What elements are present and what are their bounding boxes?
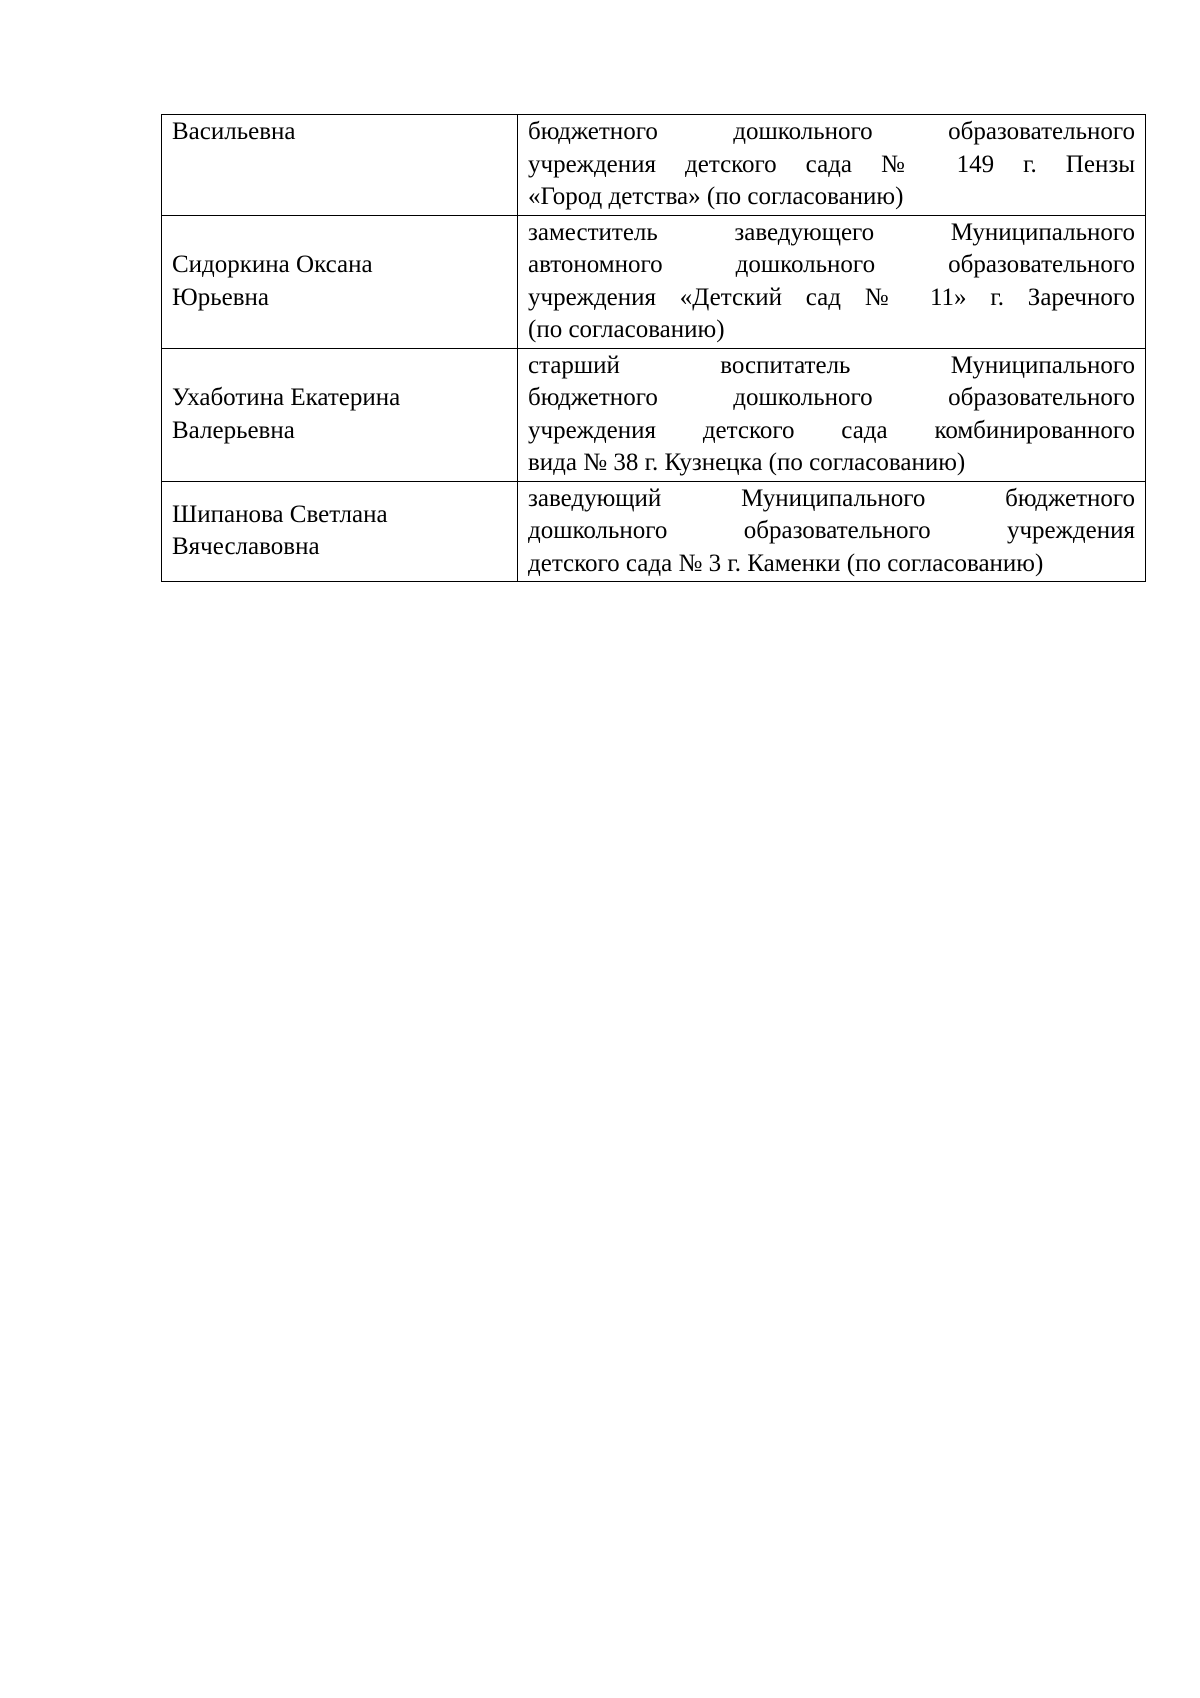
member-role-cell bbox=[518, 115, 1146, 216]
member-role-line: вида № 38 г. Кузнецка (по согласованию) bbox=[528, 449, 966, 476]
member-name-line: Васильевна bbox=[172, 118, 296, 145]
member-name-line: Юрьевна bbox=[172, 283, 269, 311]
member-role-line: учреждения детского сада № 149 г. Пензы bbox=[528, 150, 1135, 178]
member-role-line: заведующий Муниципального бюджетного bbox=[528, 484, 1135, 512]
member-role-line: дошкольного образовательного учреждения bbox=[528, 517, 1135, 544]
member-name-line: Шипанова Светлана bbox=[172, 500, 388, 528]
member-role-line: старший воспитатель Муниципального bbox=[528, 351, 1135, 379]
member-role-line: бюджетного дошкольного образовательного bbox=[528, 384, 1135, 411]
member-role-line: «Город детства» (по согласованию) bbox=[528, 183, 904, 210]
member-role-line: автономного дошкольного образовательного bbox=[528, 251, 1135, 278]
member-name-cell bbox=[162, 481, 518, 582]
member-role-line: (по согласованию) bbox=[528, 316, 725, 343]
member-name-cell bbox=[162, 348, 518, 481]
committee-members-table bbox=[161, 114, 1146, 582]
table-row bbox=[162, 348, 1146, 481]
member-name-line: Вячеславовна bbox=[172, 533, 320, 561]
member-role-line: заместитель заведующего Муниципального bbox=[528, 218, 1135, 246]
table-row bbox=[162, 481, 1146, 582]
member-role-line: детского сада № 3 г. Каменки (по согласованию) bbox=[528, 549, 1044, 577]
member-name-line: Валерьевна bbox=[172, 416, 295, 444]
member-role-cell bbox=[518, 481, 1146, 582]
member-name-cell bbox=[162, 215, 518, 348]
member-name-line: Ухаботина Екатерина bbox=[172, 384, 401, 411]
member-role-line: учреждения «Детский сад № 11» г. Заречного bbox=[528, 283, 1135, 311]
member-role-cell bbox=[518, 348, 1146, 481]
table-row bbox=[162, 115, 1146, 216]
member-role-line: учреждения детского сада комбинированного bbox=[528, 416, 1135, 444]
table-row bbox=[162, 215, 1146, 348]
member-name-cell bbox=[162, 115, 518, 216]
member-role-cell bbox=[518, 215, 1146, 348]
member-name-line: Сидоркина Оксана bbox=[172, 251, 373, 278]
member-role-line: бюджетного дошкольного образовательного bbox=[528, 118, 1135, 145]
